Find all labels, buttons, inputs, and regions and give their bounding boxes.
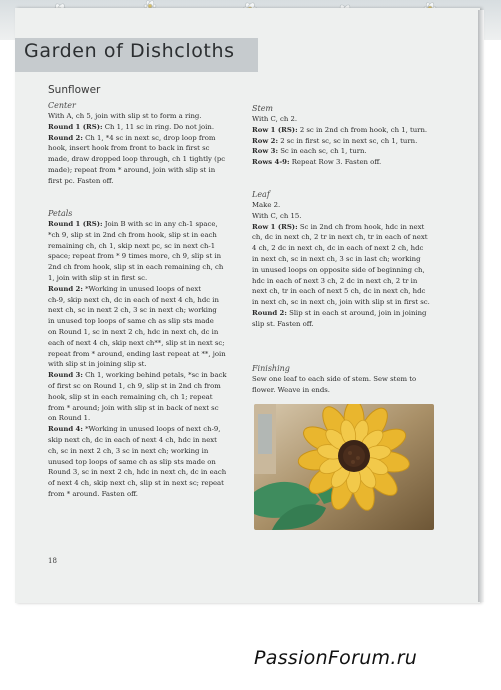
page-title: Garden of Dishcloths xyxy=(24,40,235,62)
instruction-text: *Working in unused loops of next ch-9, xyxy=(82,425,221,434)
instruction-line xyxy=(252,286,447,297)
instruction-line xyxy=(252,157,442,168)
instruction-text: of first sc on Round 1, ch 9, slip st in 2nd ch from xyxy=(48,381,221,390)
instruction-line xyxy=(252,200,447,211)
row-label: Row 1 (RS): xyxy=(252,222,298,231)
instruction-line xyxy=(48,413,243,424)
row-label: Round 2: xyxy=(48,284,83,293)
section-heading-leaf: Leaf xyxy=(252,190,270,199)
instruction-text: ch, sc in next 2 ch, 3 sc in next ch; working in xyxy=(48,446,209,455)
instruction-text: made, draw dropped loop through, ch 1 tightly (pc xyxy=(48,155,226,164)
instruction-text: *Working in unused loops of next xyxy=(82,284,202,293)
instruction-line xyxy=(252,308,447,319)
instruction-line xyxy=(48,359,243,370)
instruction-text: Ch 1, working behind petals, *sc in back xyxy=(82,371,227,380)
section-heading-petals: Petals xyxy=(48,209,73,218)
instruction-text: Sc in each sc, ch 1, turn. xyxy=(278,147,367,156)
instruction-line xyxy=(252,211,447,222)
instruction-text: 2 sc in first sc, sc in next sc, ch 1, turn. xyxy=(278,136,418,145)
instruction-line xyxy=(252,146,442,157)
instruction-line xyxy=(48,338,243,349)
page-number: 18 xyxy=(48,557,57,565)
instruction-text: With C, ch 2. xyxy=(252,115,298,123)
instruction-line xyxy=(48,467,243,478)
instruction-line xyxy=(48,305,243,316)
instruction-line xyxy=(48,478,243,489)
instruction-text: in unused loops on opposite side of beginning ch, xyxy=(252,265,425,274)
instruction-line xyxy=(252,243,447,254)
instruction-line xyxy=(48,251,243,262)
section-heading-center: Center xyxy=(48,101,76,110)
instruction-line xyxy=(48,133,238,144)
instruction-text: Make 2. xyxy=(252,201,281,209)
instruction-text: from * around; join with slip st in back of next sc xyxy=(48,403,219,412)
instruction-text: remaining ch, ch 1, skip next pc, sc in next ch-1 xyxy=(48,241,216,250)
instruction-text: skip next ch, dc in each of next 4 ch, hdc in next xyxy=(48,435,217,444)
instruction-line xyxy=(48,176,238,187)
instruction-text: of next 4 ch, skip next ch, slip st in next sc; repeat xyxy=(48,479,224,488)
row-label: Round 1 (RS): xyxy=(48,122,103,131)
instruction-line xyxy=(252,385,442,396)
instruction-line xyxy=(48,457,243,468)
instruction-line xyxy=(252,136,442,147)
instruction-text: space; repeat from * 9 times more, ch 9, slip st in xyxy=(48,252,222,261)
instruction-line xyxy=(252,114,442,125)
instruction-text: on Round 1. xyxy=(48,414,91,423)
petals-instructions xyxy=(48,219,243,500)
instruction-text: ch, dc in next ch, 2 tr in next ch, tr in each of next xyxy=(252,233,428,242)
instruction-line xyxy=(48,154,238,165)
instruction-text: Slip st in each st around, join in joining xyxy=(286,308,427,317)
page-edge-shadow xyxy=(478,10,484,602)
instruction-line xyxy=(48,295,243,306)
instruction-text: With C, ch 15. xyxy=(252,211,302,220)
instruction-line xyxy=(252,232,447,243)
instruction-line xyxy=(48,435,243,446)
instruction-text: with slip st in joining slip st. xyxy=(48,360,147,369)
instruction-line xyxy=(252,374,442,385)
instruction-text: Sew one leaf to each side of stem. Sew stem to xyxy=(252,375,417,383)
row-label: Row 3: xyxy=(252,147,278,156)
section-heading-finishing: Finishing xyxy=(252,364,290,373)
row-label: Round 3: xyxy=(48,371,83,380)
instruction-line xyxy=(252,265,447,276)
instruction-text: 4 ch, 2 dc in next ch, dc in each of next 2 ch, hdc xyxy=(252,244,424,253)
instruction-line xyxy=(252,254,447,265)
instruction-text: on Round 1, sc in next 2 ch, hdc in next ch, dc in xyxy=(48,327,219,336)
instruction-line xyxy=(48,392,243,403)
stem-instructions xyxy=(252,114,442,168)
instruction-text: Round 3, sc in next 2 ch, hdc in next ch, dc in each xyxy=(48,468,227,477)
instruction-text: Repeat Row 3. Fasten off. xyxy=(289,158,382,167)
instruction-text: With A, ch 5, join with slip st to form a ring. xyxy=(48,112,202,120)
row-label: Row 1 (RS): xyxy=(252,125,298,134)
instruction-text: hdc in each of next 3 ch, 2 dc in next ch, 2 tr in xyxy=(252,276,418,285)
section-heading-stem: Stem xyxy=(252,104,274,113)
instruction-text: each of next 4 ch, skip next ch**, slip st in next sc; xyxy=(48,338,225,347)
pattern-name: Sunflower xyxy=(48,84,101,96)
row-label: Row 2: xyxy=(252,136,278,145)
instruction-text: unused top loops of same ch as slip sts made on xyxy=(48,457,216,466)
instruction-line xyxy=(48,370,243,381)
instruction-text: first pc. Fasten off. xyxy=(48,176,114,185)
instruction-line xyxy=(48,143,238,154)
instruction-text: Sc in 2nd ch from hook, hdc in next xyxy=(297,222,425,231)
instruction-line xyxy=(48,403,243,414)
instruction-line xyxy=(252,276,447,287)
instruction-line xyxy=(48,381,243,392)
instruction-line xyxy=(48,316,243,327)
instruction-line xyxy=(48,327,243,338)
instruction-text: slip st. Fasten off. xyxy=(252,319,314,328)
instruction-text: in unused top loops of same ch as slip sts made xyxy=(48,317,214,326)
instruction-text: *ch 9, slip st in 2nd ch from hook, slip st in each xyxy=(48,230,217,239)
finishing-instructions xyxy=(252,374,442,396)
row-label: Round 2: xyxy=(252,308,287,317)
instruction-line xyxy=(48,122,238,133)
instruction-line xyxy=(252,319,447,330)
instruction-text: next ch, sc in next 2 ch, 3 sc in next ch; working xyxy=(48,306,217,315)
row-label: Round 1 (RS): xyxy=(48,220,103,228)
instruction-line xyxy=(48,424,243,435)
instruction-line xyxy=(48,165,238,176)
instruction-line xyxy=(48,273,243,284)
sunflower-dishcloth-photo xyxy=(254,404,434,530)
instruction-text: repeat from * around, ending last repeat at **, join xyxy=(48,349,226,358)
instruction-line xyxy=(48,219,243,230)
instruction-line xyxy=(48,241,243,252)
instruction-text: flower. Weave in ends. xyxy=(252,385,330,394)
instruction-text: ch-9, skip next ch, dc in each of next 4 ch, hdc in xyxy=(48,295,219,304)
instruction-line xyxy=(48,446,243,457)
instruction-line xyxy=(252,125,442,136)
instruction-text: made); repeat from * around, join with slip st in xyxy=(48,165,216,174)
instruction-text: hook, slip st in each remaining ch, ch 1; repeat xyxy=(48,392,213,401)
instruction-text: next ch, tr in each of next 5 ch, dc in next ch, hdc xyxy=(252,287,426,296)
instruction-line xyxy=(48,284,243,295)
center-instructions xyxy=(48,111,238,187)
instruction-text: hook, insert hook from front to back in first sc xyxy=(48,144,210,153)
instruction-text: Join B with sc in any ch-1 space, xyxy=(102,220,218,228)
instruction-line xyxy=(252,222,447,233)
instruction-text: 1, join with slip st in first sc. xyxy=(48,273,148,282)
instruction-text: in next ch, sc in next ch, 3 sc in last ch; working xyxy=(252,254,421,263)
instruction-line xyxy=(48,230,243,241)
row-label: Round 2: xyxy=(48,133,83,142)
row-label: Rows 4-9: xyxy=(252,158,290,167)
instruction-text: Ch 1, 11 sc in ring. Do not join. xyxy=(102,122,215,131)
instruction-line xyxy=(48,111,238,122)
instruction-text: from * around. Fasten off. xyxy=(48,489,138,498)
instruction-text: 2 sc in 2nd ch from hook, ch 1, turn. xyxy=(297,125,428,134)
instruction-text: in next ch, sc in next ch, join with slip st in first sc. xyxy=(252,298,430,307)
instruction-line xyxy=(48,489,243,500)
instruction-line xyxy=(48,262,243,273)
instruction-text: Ch 1, *4 sc in next sc, drop loop from xyxy=(82,133,216,142)
watermark-text: PassionForum.ru xyxy=(254,647,418,669)
instruction-line xyxy=(252,297,447,308)
instruction-text: 2nd ch from hook, slip st in each remaining ch, ch xyxy=(48,263,224,272)
row-label: Round 4: xyxy=(48,425,83,434)
instruction-line xyxy=(48,349,243,360)
leaf-instructions xyxy=(252,200,447,330)
